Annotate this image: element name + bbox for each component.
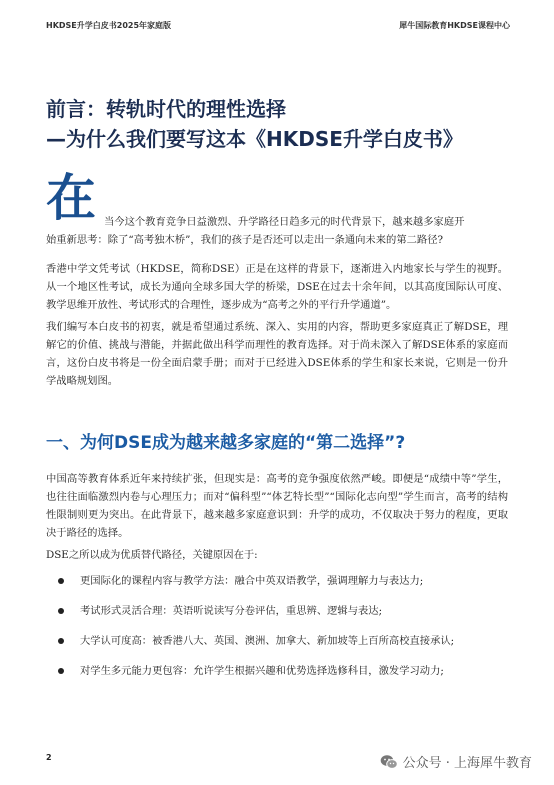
list-item (58, 662, 508, 680)
bullet-icon (58, 638, 64, 644)
paragraph-purpose: 我们编写本白皮书的初衷，就是希望通过系统、深入、实用的内容，帮助更多家庭真正了解DSE，理解它的价值、挑战与潜能，并据此做出科学而理性的教育选择。对于尚未深入了解DSE体系的家庭而言，这份白皮书将是一份全面启蒙手册；而对于已经进入DSE体系的学生和家长来说，它则是一份升学战略规划图。 (46, 321, 508, 387)
intro-line-1: 当今这个教育竞争日益激烈、升学路径日趋多元的时代背景下，越来越多家庭开 (104, 216, 465, 228)
list-item (58, 602, 508, 620)
page-title (46, 94, 516, 154)
intro-line-2: 始重新思考：除了“高考独木桥”，我们的孩子是否还可以走出一条通向未来的第二路径? (46, 234, 444, 246)
bullet-icon (58, 668, 64, 674)
list-item-text: 考试形式灵活合理：英语听说读写分卷评估，重思辨、逻辑与表达; (80, 605, 383, 617)
reasons-list (58, 572, 508, 692)
header-organization: 犀牛国际教育HKDSE课程中心 (399, 21, 510, 30)
wechat-icon (380, 754, 398, 770)
watermark (380, 752, 532, 771)
list-item-text: 大学认可度高：被香港八大、英国、澳洲、加拿大、新加坡等上百所高校直接承认; (80, 635, 455, 647)
watermark-text: 公众号 · 上海犀牛教育 (402, 756, 532, 771)
paragraph-dse-background: 香港中学文凭考试（HKDSE，简称DSE）正是在这样的背景下，逐渐进入内地家长与学生的视野。从一个地区性考试，成长为通向全球多国大学的桥梁，DSE在过去十余年间，以其高度国际认可度、教学思维开放性、考试形式的合理性，逐步成为“高考之外的平行升学通道”。 (46, 263, 508, 311)
title-line-2: —为什么我们要写这本《HKDSE升学白皮书》 (46, 127, 463, 151)
bullet-icon (58, 578, 64, 584)
title-line-1: 前言：转轨时代的理性选择 (46, 97, 286, 121)
list-item (58, 632, 508, 650)
header-title: HKDSE升学白皮书2025年家庭版 (46, 21, 172, 30)
drop-cap: 在 (46, 169, 96, 227)
section-lead-in: DSE之所以成为优质替代路径，关键原因在于: (46, 549, 258, 561)
list-item-text: 更国际化的课程内容与教学方法：融合中英双语教学，强调理解力与表达力; (80, 575, 424, 587)
page-number: 2 (46, 753, 52, 762)
bullet-icon (58, 608, 64, 614)
section-heading: 一、为何DSE成为越来越多家庭的“第二选择”? (46, 433, 406, 453)
section-paragraph: 中国高等教育体系近年来持续扩张，但现实是：高考的竞争强度依然严峻。即便是“成绩中等”学生，也往往面临激烈内卷与心理压力；而对“偏科型”“体艺特长型”“国际化志向型”学生而言，高考的结构性限制则更为突出。在此背景下，越来越多家庭意识到：升学的成功，不仅取决于努力的程度，更取决于路径的选择。 (46, 473, 508, 539)
list-item-text: 对学生多元能力更包容：允许学生根据兴趣和优势选择选修科目，激发学习动力; (80, 665, 444, 677)
list-item (58, 572, 508, 590)
